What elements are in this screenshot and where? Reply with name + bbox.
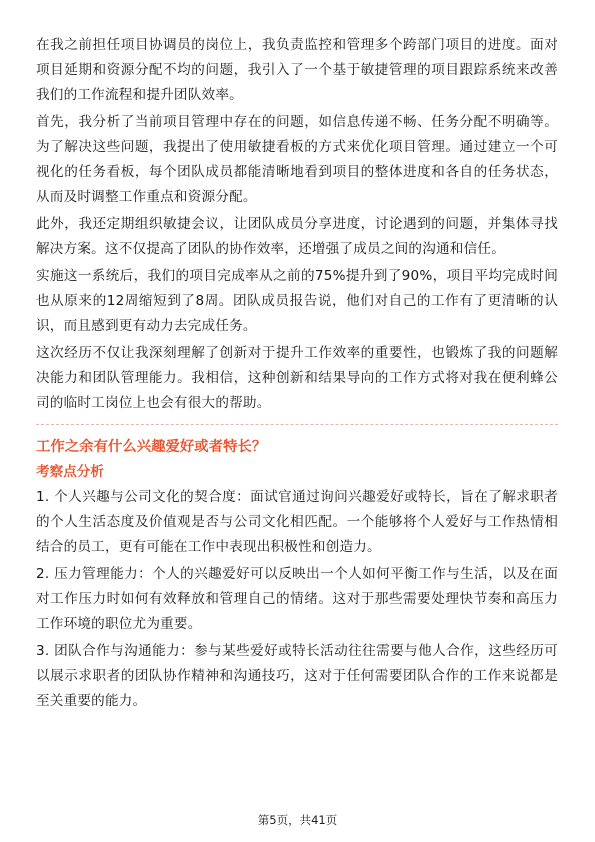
page-content: [36, 33, 558, 716]
body-paragraph: 实施这一系统后，我们的项目完成率从之前的75%提升到了90%，项目平均完成时间也从原来的12周缩短到了8周。团队成员报告说，他们对自己的工作有了更清晰的认识，而且感到更有动力去完成任务。: [36, 268, 558, 334]
body-paragraph: 在我之前担任项目协调员的岗位上，我负责监控和管理多个跨部门项目的进度。面对项目延期和资源分配不均的问题，我引入了一个基于敏捷管理的项目跟踪系统来改善我们的工作流程和提升团队效率。: [36, 37, 558, 103]
analysis-subheading: 考察点分析: [36, 464, 104, 480]
analysis-point: 2. 压力管理能力：个人的兴趣爱好可以反映出一个人如何平衡工作与生活，以及在面对工作压力时如何有效释放和管理自己的情绪。这对于那些需要处理快节奏和高压力工作环境的职位尤为重要。: [36, 566, 558, 632]
analysis-point: 1. 个人兴趣与公司文化的契合度：面试官通过询问兴趣爱好或特长，旨在了解求职者的个人生活态度及价值观是否与公司文化相匹配。一个能够将个人爱好与工作热情相结合的员工，更有可能在工作中表现出积极性和创造力。: [36, 489, 558, 555]
section-divider: [36, 424, 558, 425]
body-paragraph: 这次经历不仅让我深刻理解了创新对于提升工作效率的重要性，也锻炼了我的问题解决能力和团队管理能力。我相信，这种创新和结果导向的工作方式将对我在便利蜂公司的临时工岗位上也会有很大的帮助。: [36, 345, 558, 411]
interview-question-heading: 工作之余有什么兴趣爱好或者特长？: [36, 439, 267, 455]
page-number-footer: 第5页，共41页: [257, 813, 338, 827]
body-paragraph: 此外，我还定期组织敏捷会议，让团队成员分享进度，讨论遇到的问题，并集体寻找解决方案。这不仅提高了团队的协作效率，还增强了成员之间的沟通和信任。: [36, 216, 558, 257]
body-paragraph: 首先，我分析了当前项目管理中存在的问题，如信息传递不畅、任务分配不明确等。为了解决这些问题，我提出了使用敏捷看板的方式来优化项目管理。通过建立一个可视化的任务看板，每个团队成员都能清晰地看到项目的整体进度和各自的任务状态，从而及时调整工作重点和资源分配。: [36, 114, 558, 205]
analysis-point: 3. 团队合作与沟通能力：参与某些爱好或特长活动往往需要与他人合作，这些经历可以展示求职者的团队协作精神和沟通技巧，这对于任何需要团队合作的工作来说都是至关重要的能力。: [36, 643, 558, 709]
